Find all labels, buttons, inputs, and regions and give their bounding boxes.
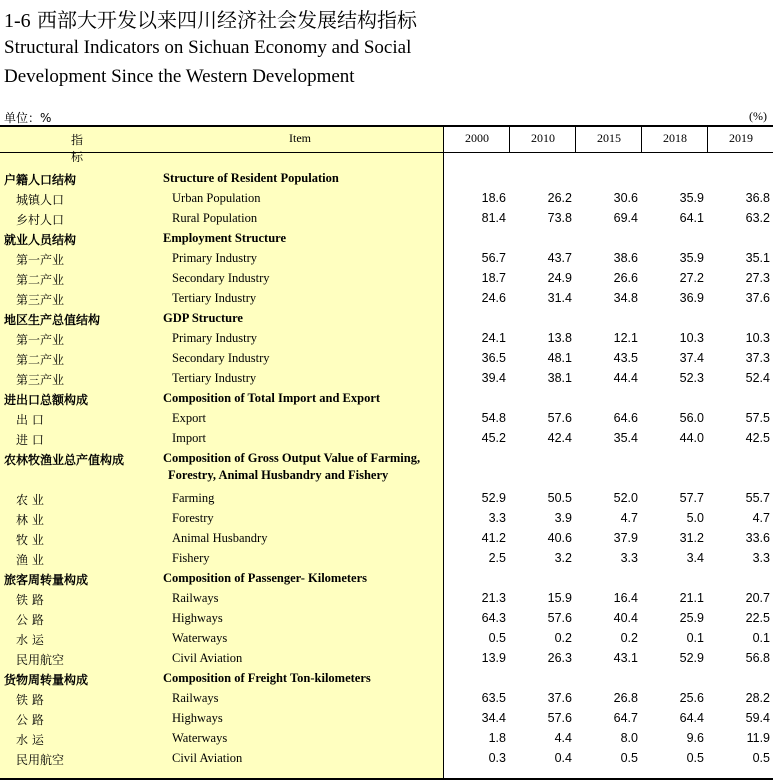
row-label-en: Civil Aviation [172,751,243,765]
cell-value: 0.5 [488,631,506,645]
cell-value: 41.2 [481,531,506,545]
cell-value: 4.4 [554,731,572,745]
table-title-chinese [4,4,417,33]
cell-value: 50.5 [547,491,572,505]
cell-value: 11.9 [746,731,770,745]
cell-value: 64.1 [679,211,704,225]
row-label-cn: 铁 路 [16,593,44,607]
cell-value: 21.3 [481,591,506,605]
row-label-cn: 牧 业 [16,533,44,547]
section-label-cn: 进出口总额构成 [4,393,89,407]
cell-value: 52.4 [745,371,770,385]
cell-value: 64.7 [613,711,638,725]
cell-value: 24.6 [481,291,506,305]
cell-value: 15.9 [547,591,572,605]
row-label-en: Waterways [172,631,228,645]
cell-value: 30.6 [613,191,638,205]
cell-value: 24.9 [547,271,572,285]
item-column-divider [443,126,444,779]
row-label-en: Primary Industry [172,251,258,265]
row-label-en: Tertiary Industry [172,371,257,385]
row-label-cn: 公 路 [16,613,44,627]
cell-value: 42.5 [745,431,770,445]
cell-value: 56.7 [481,251,506,265]
cell-value: 24.1 [481,331,506,345]
row-label-en: Railways [172,691,219,705]
section-label-en: Structure of Resident Population [163,171,339,185]
cell-value: 38.1 [547,371,572,385]
cell-value: 13.8 [547,331,572,345]
row-label-cn: 第一产业 [16,333,65,347]
row-label-cn: 渔 业 [16,553,44,567]
row-label-en: Secondary Industry [172,351,270,365]
cell-value: 27.2 [679,271,704,285]
cell-value: 57.5 [745,411,770,425]
cell-value: 4.7 [620,511,638,525]
row-label-cn: 第三产业 [16,373,65,387]
cell-value: 35.9 [679,251,704,265]
table-title-cn-text: 西部大开发以来四川经济社会发展结构指标 [37,8,418,32]
cell-value: 31.2 [679,531,704,545]
cell-value: 69.4 [613,211,638,225]
cell-value: 25.9 [679,611,704,625]
cell-value: 48.1 [547,351,572,365]
cell-value: 64.6 [613,411,638,425]
section-label-cn: 地区生产总值结构 [4,313,101,327]
row-label-en: Export [172,411,207,425]
row-label-en: Tertiary Industry [172,291,257,305]
section-label-cn: 旅客周转量构成 [4,573,89,587]
cell-value: 81.4 [481,211,506,225]
cell-value: 57.6 [547,611,572,625]
row-label-en: Highways [172,711,223,725]
cell-value: 4.7 [752,511,770,525]
section-label-en: Composition of Passenger- Kilometers [163,571,368,585]
cell-value: 43.1 [613,651,638,665]
cell-value: 54.8 [481,411,506,425]
cell-value: 0.2 [554,631,572,645]
table-title-english-line2: Development Since the Western Development [4,66,355,87]
cell-value: 3.3 [488,511,506,525]
cell-value: 40.4 [613,611,638,625]
cell-value: 26.8 [613,691,638,705]
cell-value: 3.3 [620,551,638,565]
header-indicator: 指 标 [70,133,89,164]
cell-value: 44.4 [613,371,638,385]
cell-value: 12.1 [613,331,638,345]
row-label-cn: 民用航空 [16,653,65,667]
cell-value: 3.3 [752,551,770,565]
cell-value: 5.0 [686,511,704,525]
cell-value: 0.1 [752,631,770,645]
year-column-divider [707,126,708,153]
cell-value: 37.6 [547,691,572,705]
row-label-cn: 进 口 [16,433,44,447]
cell-value: 13.9 [481,651,506,665]
cell-value: 26.3 [547,651,572,665]
cell-value: 38.6 [613,251,638,265]
unit-label-right: (%) [749,109,767,123]
header-year: 2018 [663,131,687,145]
cell-value: 37.3 [745,351,770,365]
cell-value: 36.9 [679,291,704,305]
row-label-en: Import [172,431,207,445]
cell-value: 18.6 [481,191,506,205]
cell-value: 64.3 [481,611,506,625]
cell-value: 36.8 [745,191,770,205]
cell-value: 36.5 [481,351,506,365]
row-label-en: Forestry [172,511,214,525]
cell-value: 43.7 [547,251,572,265]
section-label-cn: 就业人员结构 [4,233,77,247]
section-label-en-cont: Forestry, Animal Husbandry and Fishery [168,468,389,482]
cell-value: 21.1 [679,591,704,605]
row-label-cn: 城镇人口 [16,193,65,207]
row-label-en: Waterways [172,731,228,745]
cell-value: 3.2 [554,551,572,565]
row-label-cn: 水 运 [16,733,44,747]
cell-value: 44.0 [679,431,704,445]
cell-value: 55.7 [745,491,770,505]
row-label-en: Fishery [172,551,210,565]
cell-value: 18.7 [481,271,506,285]
cell-value: 63.5 [481,691,506,705]
row-label-cn: 第二产业 [16,273,65,287]
cell-value: 0.1 [686,631,704,645]
cell-value: 52.9 [481,491,506,505]
row-label-cn: 乡村人口 [16,213,65,227]
row-label-en: Animal Husbandry [172,531,268,545]
cell-value: 52.3 [679,371,704,385]
row-label-cn: 第二产业 [16,353,65,367]
section-label-cn: 农林牧渔业总产值构成 [4,453,125,467]
section-label-en: Composition of Freight Ton-kilometers [163,671,371,685]
section-label-cn: 户籍人口结构 [4,173,77,187]
cell-value: 16.4 [613,591,638,605]
cell-value: 26.2 [547,191,572,205]
cell-value: 0.5 [686,751,704,765]
cell-value: 37.4 [679,351,704,365]
cell-value: 0.4 [554,751,572,765]
row-label-en: Civil Aviation [172,651,243,665]
section-label-en: Composition of Gross Output Value of Farming, [163,451,421,465]
cell-value: 37.9 [613,531,638,545]
year-column-divider [509,126,510,153]
row-label-cn: 公 路 [16,713,44,727]
cell-value: 52.0 [613,491,638,505]
cell-value: 0.5 [620,751,638,765]
year-column-divider [641,126,642,153]
cell-value: 33.6 [745,531,770,545]
cell-value: 0.5 [752,751,770,765]
section-label-en: Employment Structure [163,231,287,245]
section-label-en: GDP Structure [163,311,243,325]
cell-value: 39.4 [481,371,506,385]
table-header-rule [0,152,773,153]
unit-label: 单位：% [4,111,52,125]
header-year: 2015 [597,131,621,145]
row-label-en: Secondary Industry [172,271,270,285]
cell-value: 35.4 [613,431,638,445]
row-label-en: Urban Population [172,191,261,205]
cell-value: 10.3 [679,331,704,345]
row-label-en: Rural Population [172,211,258,225]
cell-value: 34.4 [481,711,506,725]
cell-value: 26.6 [613,271,638,285]
cell-value: 57.6 [547,411,572,425]
cell-value: 27.3 [745,271,770,285]
table-top-rule [0,125,773,127]
header-year: 2010 [531,131,555,145]
cell-value: 3.4 [686,551,704,565]
cell-value: 56.0 [679,411,704,425]
cell-value: 9.6 [686,731,704,745]
table-title-english-line1: Structural Indicators on Sichuan Economy and Social [4,37,412,58]
cell-value: 42.4 [547,431,572,445]
row-label-en: Farming [172,491,215,505]
cell-value: 63.2 [745,211,770,225]
cell-value: 40.6 [547,531,572,545]
section-label-en: Composition of Total Import and Export [163,391,381,405]
year-column-divider [575,126,576,153]
cell-value: 3.9 [554,511,572,525]
row-label-cn: 林 业 [16,513,44,527]
row-label-en: Highways [172,611,223,625]
cell-value: 35.1 [745,251,770,265]
cell-value: 1.8 [488,731,506,745]
cell-value: 45.2 [481,431,506,445]
header-year: 2000 [465,131,489,145]
cell-value: 34.8 [613,291,638,305]
cell-value: 64.4 [679,711,704,725]
cell-value: 8.0 [620,731,638,745]
row-label-cn: 水 运 [16,633,44,647]
cell-value: 0.3 [488,751,506,765]
row-label-en: Railways [172,591,219,605]
cell-value: 52.9 [679,651,704,665]
cell-value: 57.6 [547,711,572,725]
cell-value: 25.6 [679,691,704,705]
row-label-cn: 出 口 [16,413,44,427]
cell-value: 2.5 [488,551,506,565]
cell-value: 28.2 [745,691,770,705]
cell-value: 0.2 [620,631,638,645]
row-label-cn: 第一产业 [16,253,65,267]
section-label-cn: 货物周转量构成 [4,673,89,687]
cell-value: 31.4 [547,291,572,305]
row-label-cn: 民用航空 [16,753,65,767]
cell-value: 43.5 [613,351,638,365]
cell-value: 57.7 [679,491,704,505]
row-label-cn: 农 业 [16,493,44,507]
cell-value: 35.9 [679,191,704,205]
header-year: 2019 [729,131,753,145]
table-number: 1-6 [4,10,31,32]
cell-value: 22.5 [745,611,770,625]
header-item: Item [289,131,311,145]
cell-value: 10.3 [745,331,770,345]
cell-value: 59.4 [745,711,770,725]
table-bottom-rule [0,778,773,780]
row-label-cn: 铁 路 [16,693,44,707]
cell-value: 37.6 [745,291,770,305]
cell-value: 73.8 [547,211,572,225]
row-label-en: Primary Industry [172,331,258,345]
row-label-cn: 第三产业 [16,293,65,307]
cell-value: 56.8 [745,651,770,665]
cell-value: 20.7 [745,591,770,605]
